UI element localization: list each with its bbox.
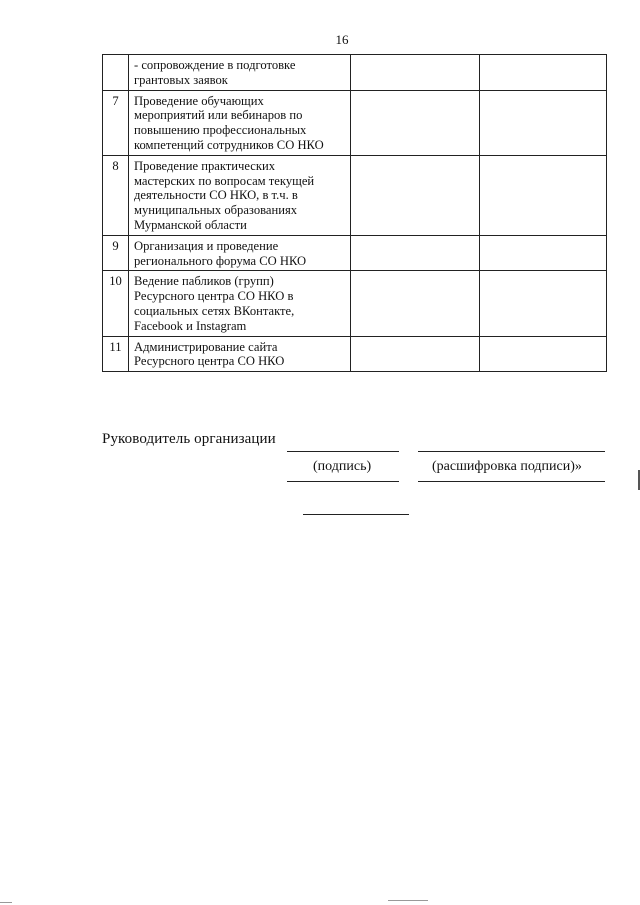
description-line: Мурманской области: [134, 217, 247, 232]
description-line: деятельности СО НКО, в т.ч. в: [134, 188, 298, 203]
empty-cell-col4: [480, 90, 607, 155]
empty-cell-col4: [480, 336, 607, 372]
empty-cell-col3: [351, 336, 480, 372]
activity-description: [129, 336, 351, 372]
row-number: [103, 55, 129, 91]
activities-table: [102, 54, 607, 372]
name-underline: [418, 481, 605, 482]
empty-cell-col4: [480, 155, 607, 235]
empty-cell-col3: [351, 55, 480, 91]
empty-cell-col3: [351, 271, 480, 336]
description-line: муниципальных образованиях: [134, 203, 298, 218]
row-number: 7: [103, 90, 129, 155]
description-line: Организация и проведение: [134, 238, 279, 253]
table-row: [103, 90, 607, 155]
empty-cell-col4: [480, 235, 607, 271]
empty-cell-col4: [480, 55, 607, 91]
activity-description: [129, 90, 351, 155]
activity-description: [129, 271, 351, 336]
description-line: социальных сетях ВКонтакте,: [134, 303, 295, 318]
description-line: мероприятий или вебинаров по: [134, 108, 303, 123]
table-row: [103, 55, 607, 91]
row-number: 9: [103, 235, 129, 271]
empty-cell-col3: [351, 155, 480, 235]
description-line: грантовых заявок: [134, 72, 228, 87]
empty-cell-col4: [480, 271, 607, 336]
scan-bottom-mark-left: [0, 902, 12, 903]
description-line: Ресурсного центра СО НКО: [134, 354, 285, 369]
table-row: [103, 271, 607, 336]
description-line: компетенций сотрудников СО НКО: [134, 137, 324, 152]
row-number: 8: [103, 155, 129, 235]
activity-description: [129, 155, 351, 235]
date-line: [303, 514, 409, 515]
page-number: 16: [335, 32, 349, 47]
table-row: [103, 155, 607, 235]
scan-bottom-mark: [388, 900, 428, 903]
signature-caption: (подпись): [313, 459, 372, 474]
name-decode-caption: (расшифровка подписи)»: [432, 459, 582, 474]
description-line: - сопровождение в подготовке: [134, 58, 296, 72]
name-line: [418, 451, 605, 452]
signature-line: [287, 451, 399, 452]
empty-cell-col3: [351, 235, 480, 271]
activity-description: [129, 235, 351, 271]
description-line: Ведение пабликов (групп): [134, 274, 274, 289]
description-line: Проведение обучающих: [134, 93, 264, 108]
table-row: [103, 336, 607, 372]
row-number: 10: [103, 271, 129, 336]
description-line: Администрирование сайта: [134, 339, 278, 354]
description-line: повышению профессиональных: [134, 123, 307, 138]
activity-description: [129, 55, 351, 91]
table-row: [103, 235, 607, 271]
description-line: Проведение практических: [134, 158, 276, 173]
description-line: Ресурсного центра СО НКО в: [134, 289, 294, 304]
description-line: Facebook и Instagram: [134, 318, 247, 333]
description-line: регионального форума СО НКО: [134, 253, 307, 268]
head-of-organization-label: Руководитель организации: [102, 431, 276, 447]
row-number: 11: [103, 336, 129, 372]
empty-cell-col3: [351, 90, 480, 155]
description-line: мастерских по вопросам текущей: [134, 173, 315, 188]
signature-underline: [287, 481, 399, 482]
